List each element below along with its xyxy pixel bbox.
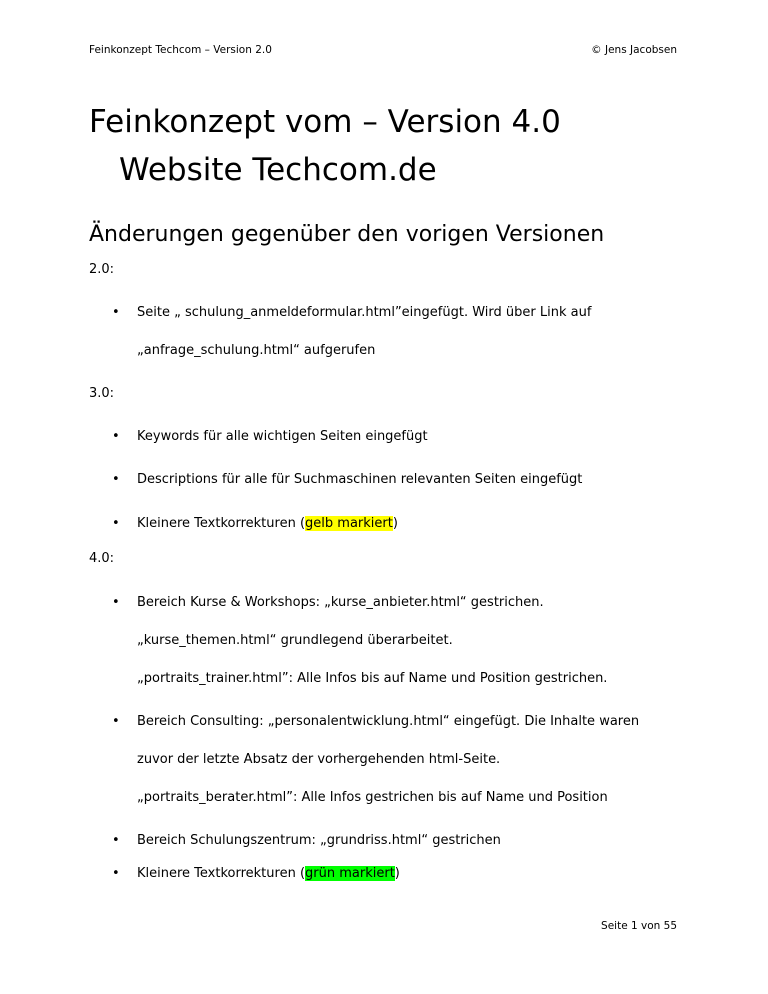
v20-item1-line1: Seite „ schulung_anmeldeformular.html”eingefügt. Wird über Link auf (137, 305, 592, 320)
v40-item2-line1: Bereich Consulting: „personalentwicklung.html“ eingefügt. Die Inhalte waren (137, 714, 640, 729)
v40-item4 (137, 866, 400, 881)
header-left: Feinkonzept Techcom – Version 2.0 (89, 44, 272, 56)
v30-item3-post: ) (392, 516, 398, 531)
highlight-yellow: gelb markiert (305, 516, 393, 531)
v40-item2-line2: zuvor der letzte Absatz der vorhergehenden html-Seite. (137, 752, 501, 767)
v30-item3-pre: Kleinere Textkorrekturen ( (137, 516, 306, 531)
v40-item1-line3: „portraits_trainer.html”: Alle Infos bis auf Name und Position gestrichen. (137, 671, 608, 686)
bullet-icon: • (112, 305, 120, 320)
version-label-3-0: 3.0: (89, 386, 115, 401)
v40-item4-post: ) (394, 866, 400, 881)
version-label-2-0: 2.0: (89, 262, 115, 277)
bullet-icon: • (112, 833, 120, 848)
v40-item3: Bereich Schulungszentrum: „grundriss.html“ gestrichen (137, 833, 501, 848)
highlight-green: grün markiert (305, 866, 395, 881)
bullet-icon: • (112, 866, 120, 881)
section-heading: Änderungen gegenüber den vorigen Versionen (89, 222, 605, 247)
v20-item1-line2: „anfrage_schulung.html“ aufgerufen (137, 343, 376, 358)
bullet-icon: • (112, 429, 120, 444)
header-right: © Jens Jacobsen (591, 44, 677, 56)
v30-item1: Keywords für alle wichtigen Seiten eingefügt (137, 429, 428, 444)
version-label-4-0: 4.0: (89, 551, 115, 566)
v40-item2-line3: „portraits_berater.html”: Alle Infos gestrichen bis auf Name und Position (137, 790, 608, 805)
bullet-icon: • (112, 472, 120, 487)
document-title-line2: Website Techcom.de (119, 152, 437, 188)
bullet-icon: • (112, 714, 120, 729)
v40-item4-pre: Kleinere Textkorrekturen ( (137, 866, 306, 881)
document-title-line1: Feinkonzept vom – Version 4.0 (89, 104, 561, 140)
v40-item1-line2: „kurse_themen.html“ grundlegend überarbeitet. (137, 633, 453, 648)
bullet-icon: • (112, 516, 120, 531)
page-number: Seite 1 von 55 (601, 920, 677, 932)
v40-item1-line1: Bereich Kurse & Workshops: „kurse_anbieter.html“ gestrichen. (137, 595, 544, 610)
v30-item2: Descriptions für alle für Suchmaschinen relevanten Seiten eingefügt (137, 472, 583, 487)
v30-item3 (137, 516, 398, 531)
bullet-icon: • (112, 595, 120, 610)
